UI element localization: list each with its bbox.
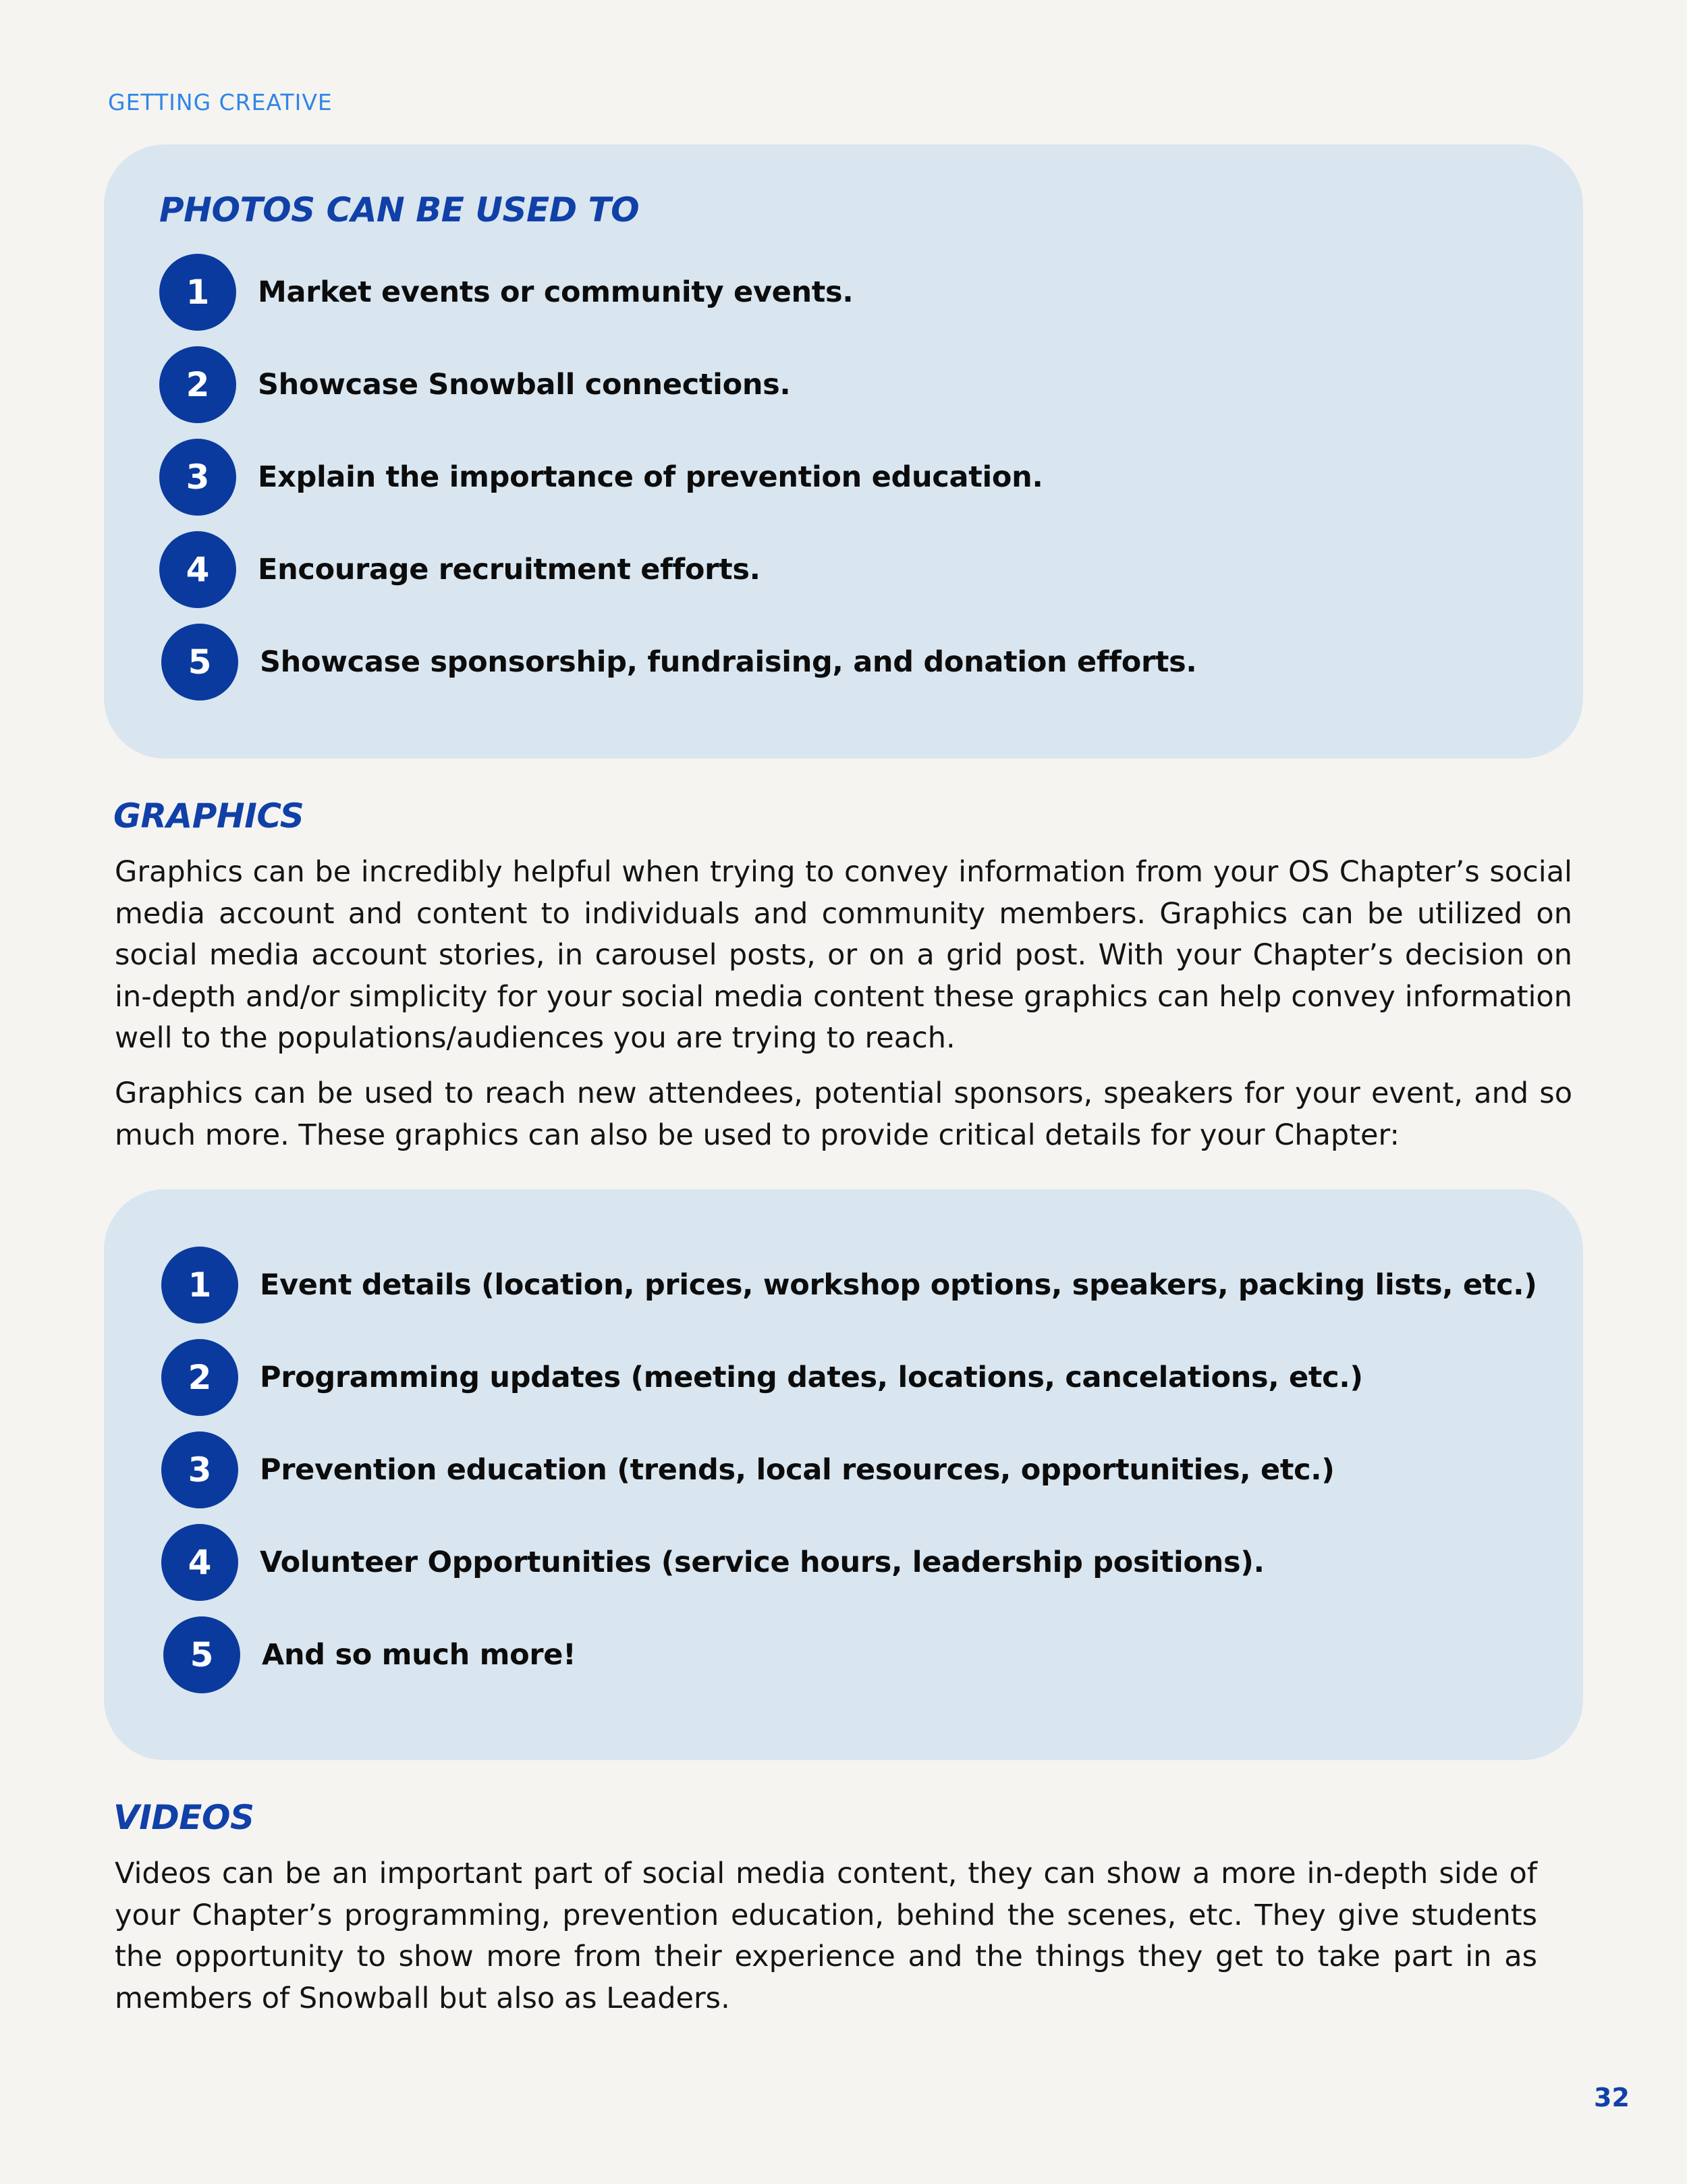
photos-list-item — [159, 254, 853, 331]
graphics-list-item — [161, 1339, 1363, 1416]
videos-paragraph: Videos can be an important part of social media content, they can show a more in-depth side of your Chapter’s programming, prevention education, behind the scenes, etc. They give students the opportunity to show more from their experience and the things they get to take part in as members of Snowball but also as Leaders. — [115, 1857, 1537, 2015]
list-item-text: Market events or community events. — [258, 275, 854, 309]
graphics-list-item — [163, 1616, 576, 1693]
videos-heading: VIDEOS — [113, 1798, 254, 1837]
graphics-paragraph-2: Graphics can be used to reach new attendees, potential sponsors, speakers for your event, and so much more. These graphics can also be used to provide critical details for your Chapter: — [115, 1076, 1572, 1152]
number-badge: 1 — [159, 254, 236, 331]
photos-card-title: PHOTOS CAN BE USED TO — [159, 190, 640, 229]
number-badge: 2 — [159, 346, 236, 423]
photos-list-item — [161, 624, 1196, 701]
running-header: GETTING CREATIVE — [108, 89, 333, 115]
graphics-heading: GRAPHICS — [113, 796, 304, 836]
number-badge: 3 — [159, 439, 236, 516]
photos-list-item — [159, 439, 1043, 516]
page-number: 32 — [1594, 2083, 1630, 2112]
number-badge: 4 — [159, 531, 236, 608]
photos-list-item — [159, 531, 760, 608]
number-badge: 3 — [161, 1431, 238, 1508]
number-badge: 5 — [161, 624, 238, 701]
photos-list-item — [159, 346, 790, 423]
number-badge: 2 — [161, 1339, 238, 1416]
graphics-list-item — [161, 1431, 1335, 1508]
graphics-paragraph-1: Graphics can be incredibly helpful when trying to convey information from your OS Chapter’s social media account and content to individuals and community members. Graphics can be utilized on social media account stories, in carousel posts, or on a grid post. With your Chapter’s decision on in-depth and/or simplicity for your social media content these graphics can help convey information well to the populations/audiences you are trying to reach. — [115, 855, 1572, 1055]
list-item-text: Encourage recruitment efforts. — [258, 553, 760, 586]
number-badge: 4 — [161, 1524, 238, 1601]
list-item-text: And so much more! — [262, 1638, 576, 1672]
list-item-text: Showcase sponsorship, fundraising, and donation efforts. — [260, 645, 1197, 679]
list-item-text: Showcase Snowball connections. — [258, 368, 791, 402]
number-badge: 5 — [163, 1616, 240, 1693]
number-badge: 1 — [161, 1247, 238, 1323]
list-item-text: Explain the importance of prevention education. — [258, 460, 1043, 494]
graphics-list-item — [161, 1524, 1265, 1601]
list-item-text: Volunteer Opportunities (service hours, leadership positions). — [260, 1546, 1265, 1579]
list-item-text: Event details (location, prices, workshop options, speakers, packing lists, etc.) — [260, 1268, 1537, 1302]
graphics-list-item — [161, 1247, 1537, 1323]
list-item-text: Prevention education (trends, local resources, opportunities, etc.) — [260, 1453, 1335, 1487]
list-item-text: Programming updates (meeting dates, locations, cancelations, etc.) — [260, 1361, 1363, 1394]
